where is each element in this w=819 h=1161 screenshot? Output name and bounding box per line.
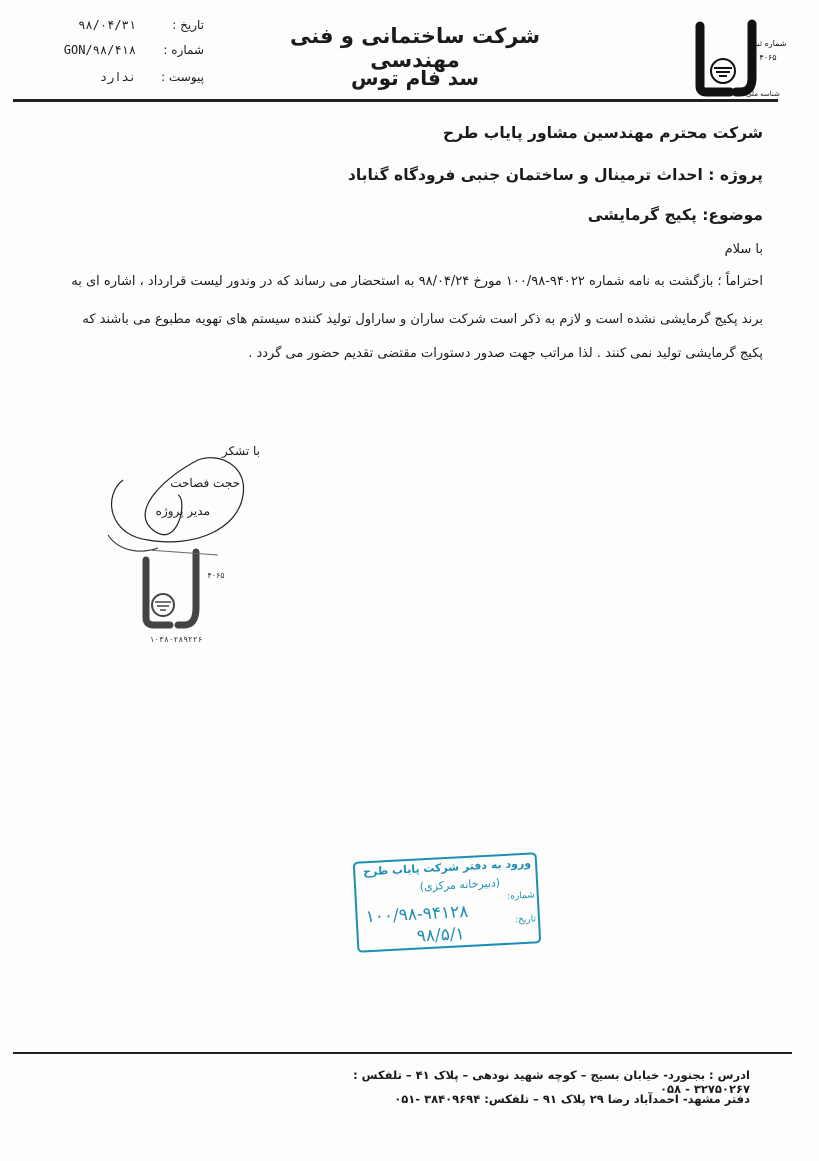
header-divider [13, 99, 778, 102]
project-line: پروژه : احداث ترمینال و ساختمان جنبی فرودگاه گناباد [347, 166, 763, 184]
attachment-row [44, 70, 204, 90]
footer-divider [13, 1052, 792, 1054]
logo-national-id: شناسه ملی: ۱۰۳۸۰۲۸۹۲۲۶ [700, 90, 780, 98]
stamp-number: ۴۰۶۵ [207, 571, 225, 580]
body-line-1: احتراماً ؛ بازگشت به نامه شماره ۹۴۰۲۲-۱۰۰/۹۸ مورخ ۹۸/۰۴/۲۴ به استحضار می رساند که در وندور لیست قرارداد ، اشاره ای به [71, 274, 763, 289]
number-row [44, 43, 204, 63]
footer-address-mashhad: دفتر مشهد- احمدآباد رضا ۲۹ پلاک ۹۱ – تلفکس: ۳۸۴۰۹۶۹۴ -۰۵۱ [394, 1092, 750, 1106]
logo-number: ۴۰۶۵ [759, 53, 777, 62]
company-logo [690, 16, 787, 98]
attachment-value: ندارد [99, 70, 136, 84]
received-stamp-subtitle: (دبیرخانه مرکزی) [419, 876, 501, 894]
received-date-label: تاریخ: [514, 914, 537, 926]
company-subname: سد فام توس [350, 66, 480, 90]
signature-and-stamp [98, 440, 268, 650]
number-value: GON/۹۸/۴۱۸ [63, 43, 136, 57]
recipient: شرکت محترم مهندسین مشاور پایاب طرح [442, 124, 763, 142]
received-number-value: ۱۰۰/۹۸-۹۴۱۲۸ [365, 901, 469, 928]
greeting: با سلام [724, 242, 763, 257]
signature-title: مدیر پروژه [155, 504, 210, 518]
body-line-2: برند پکیج گرمایشی نشده است و لازم به ذکر است شرکت ساران و ساراول تولید کننده سیستم های تهویه مطبوع می باشند که [82, 312, 763, 327]
signature-thanks: با تشکر [221, 444, 260, 458]
attachment-label: پیوست : [161, 70, 204, 84]
date-row [44, 18, 204, 38]
date-label: تاریخ : [172, 18, 204, 32]
footer-address-bojnourd: ادرس : بجنورد- خیابان بسیج – کوچه شهید نودهی – پلاک ۴۱ – تلفکس : ۳۲۷۵۰۲۶۷ - ۰۵۸ [353, 1068, 750, 1096]
received-stamp-title: ورود به دفتر شرکت پایاب طرح [362, 856, 532, 879]
received-date-value: ۹۸/۵/۱ [416, 924, 466, 947]
number-label: شماره : [163, 43, 204, 57]
logo-grade: شماره ثبت [749, 39, 787, 48]
company-name: شرکت ساختمانی و فنی مهندسی [289, 24, 541, 72]
signature-name: حجت فصاحت [170, 476, 240, 490]
stamp-national-id: ۱۰۳۸۰۲۸۹۲۲۶ [149, 635, 203, 644]
received-number-label: شماره: [506, 890, 536, 902]
received-stamp [351, 850, 544, 955]
body-line-3: پکیج گرمایشی تولید نمی کنند . لذا مراتب جهت صدور دستورات مقتضی تقدیم حضور می گردد . [248, 346, 763, 361]
date-value: ۹۸/۰۴/۳۱ [78, 18, 136, 32]
subject-line: موضوع: پکیج گرمایشی [587, 206, 763, 224]
letter-meta [44, 18, 204, 88]
